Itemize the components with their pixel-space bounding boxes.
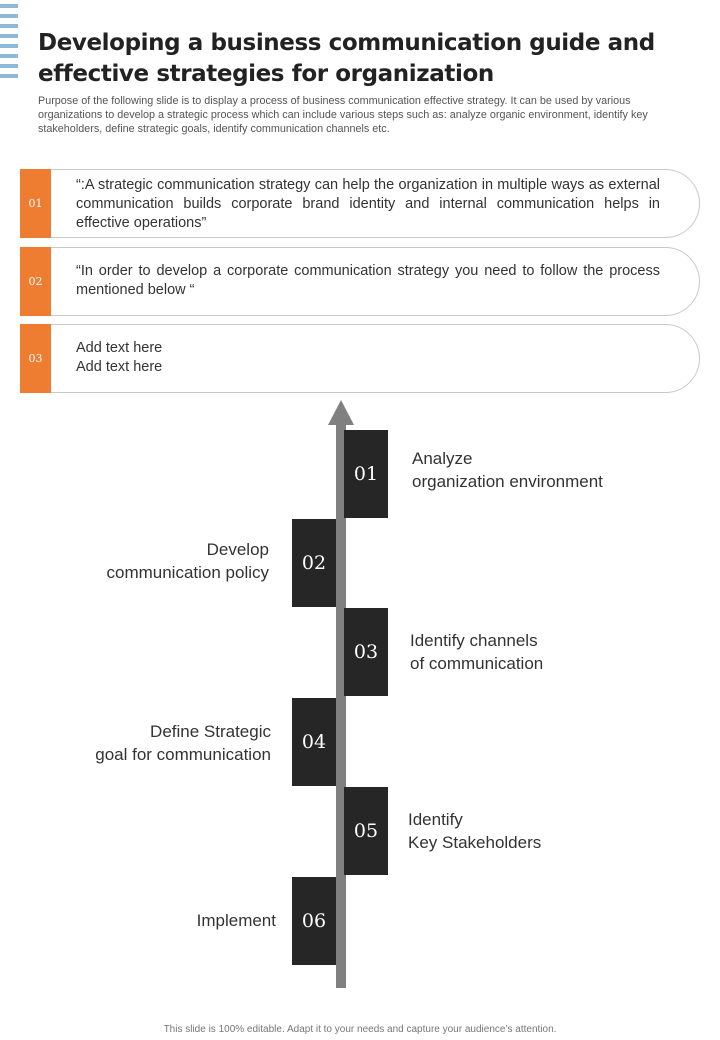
info-card-01 xyxy=(20,169,700,238)
step-label-03: Identify channels of communication xyxy=(410,631,544,673)
step-box-02: 02 xyxy=(292,519,336,607)
card-number: 03 xyxy=(20,324,51,393)
step-label-04: Define Strategic goal for communication xyxy=(95,722,271,764)
process-flow xyxy=(0,400,720,1000)
info-card-03 xyxy=(20,324,700,393)
card-number: 01 xyxy=(20,169,51,238)
info-card-02 xyxy=(20,247,700,316)
step-box-04: 04 xyxy=(292,698,336,786)
step-label-02: Develop communication policy xyxy=(106,540,269,582)
page-subtitle: Purpose of the following slide is to display a process of business communication effective strategy. It can be used by various organizations to develop a strategic process which can include various steps such as: analyze organic environment, identify key stakeholders, define strategic goals, identify communication channels etc. xyxy=(38,95,648,135)
step-box-01: 01 xyxy=(344,430,388,518)
card-number: 02 xyxy=(20,247,51,316)
step-box-06: 06 xyxy=(292,877,336,965)
footer-note: This slide is 100% editable. Adapt it to your needs and capture your audience’s attention. xyxy=(163,1024,557,1035)
step-box-03: 03 xyxy=(344,608,388,696)
card-text: “In order to develop a corporate communication strategy you need to follow the process mentioned below “ xyxy=(76,263,660,298)
step-label-05: Identify Key Stakeholders xyxy=(408,810,542,852)
step-box-05: 05 xyxy=(344,787,388,875)
page-title: Developing a business communication guide and effective strategies for organization xyxy=(38,30,655,87)
decorative-stripes xyxy=(0,4,18,84)
card-text: “:A strategic communication strategy can help the organization in multiple ways as external communication builds corporate brand identity and internal communication helps in effective operations” xyxy=(76,177,660,231)
step-label-06: Implement xyxy=(196,911,276,930)
step-label-01: Analyze organization environment xyxy=(412,449,603,491)
card-text: Add text here Add text here xyxy=(76,340,163,375)
